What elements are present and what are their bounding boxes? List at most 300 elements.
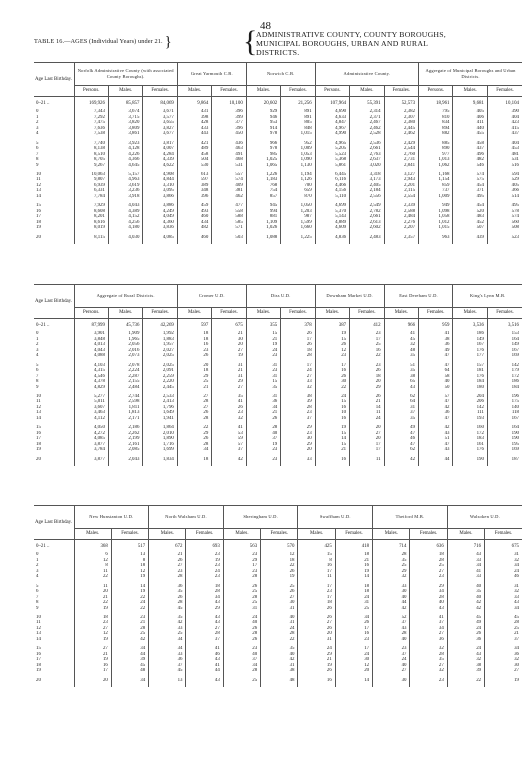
value-cell: 3,817	[143, 141, 177, 146]
value-cell: 46	[186, 652, 223, 657]
value-cell: 30	[315, 379, 349, 384]
value-cell: 28	[186, 631, 223, 636]
value-cell: 31	[261, 663, 298, 668]
value-cell: 32	[485, 657, 522, 662]
group-header: Swaffham U.D.	[298, 506, 373, 529]
value-cell: 153	[487, 331, 522, 336]
value-cell: 1,058	[419, 214, 453, 219]
value-cell: 2,056	[108, 342, 142, 347]
value-cell: 409	[212, 183, 246, 188]
value-cell: 458	[177, 152, 211, 157]
value-cell: 2,224	[108, 368, 142, 373]
age-cell: 3	[36, 125, 39, 131]
age-cell: 7	[36, 373, 39, 379]
value-cell: 28	[410, 652, 447, 657]
value-cell: 23	[149, 569, 186, 574]
value-cell: 482	[453, 157, 487, 162]
value-cell: 9,864	[177, 97, 211, 110]
age-cell: 19	[36, 225, 41, 231]
value-cell: 28	[281, 405, 315, 410]
value-cell: 35	[384, 353, 418, 358]
age-cell: 6	[36, 368, 39, 374]
value-cell: 36	[419, 410, 453, 415]
value-cell: 190	[453, 457, 487, 466]
value-cell: 43	[384, 385, 418, 390]
column-header: Males.	[298, 529, 335, 540]
value-cell: 481	[487, 152, 522, 157]
value-cell: 34	[223, 663, 260, 668]
value-cell: 2,602	[350, 225, 384, 230]
value-cell: 4,112	[74, 416, 108, 421]
group-header: King's Lynn M.B.	[453, 285, 522, 308]
value-cell: 3,877	[74, 457, 108, 466]
value-cell: 26	[223, 584, 260, 589]
value-cell: 12	[111, 569, 148, 574]
value-cell: 38	[384, 374, 418, 379]
value-cell: 452	[453, 220, 487, 225]
value-cell: 193	[453, 416, 487, 421]
value-cell: 966	[384, 319, 418, 332]
value-cell: 914	[246, 126, 280, 131]
value-cell: 563	[223, 540, 260, 553]
value-cell: 42	[111, 637, 148, 642]
value-cell: 4,030	[108, 235, 142, 244]
value-cell: 16	[298, 563, 335, 568]
value-cell: 16	[74, 663, 111, 668]
age-cell: 5	[36, 362, 39, 368]
value-cell: 18	[298, 600, 335, 605]
value-cell: 7,740	[74, 141, 108, 146]
value-cell: 38	[281, 394, 315, 399]
value-cell: 21	[246, 337, 280, 342]
value-cell: 531	[212, 163, 246, 168]
age-cell: 4	[36, 574, 39, 580]
value-cell: 42	[384, 457, 418, 466]
value-cell: 443	[177, 131, 211, 136]
value-cell: 28	[373, 552, 410, 557]
value-cell: 493	[177, 209, 211, 214]
value-cell: 24	[315, 394, 349, 399]
value-cell: 29	[350, 385, 384, 390]
value-cell: 482	[177, 225, 211, 230]
value-cell: 23	[186, 574, 223, 579]
value-cell: 35	[373, 558, 410, 563]
value-cell: 2,598	[108, 399, 142, 404]
value-cell: 29	[177, 374, 211, 379]
value-cell: 38	[447, 663, 484, 668]
value-cell: 41	[212, 425, 246, 430]
group-header: Diss U.D.	[246, 285, 315, 308]
value-cell: 31	[384, 405, 418, 410]
value-cell: 35	[447, 589, 484, 594]
value-cell: 27	[261, 595, 298, 600]
value-cell: 2,841	[384, 163, 418, 168]
value-cell: 32	[485, 558, 522, 563]
value-cell: 37	[384, 410, 418, 415]
value-cell: 2,731	[384, 157, 418, 162]
value-cell: 23	[246, 457, 280, 466]
value-cell: 28	[223, 574, 260, 579]
value-cell: 5,205	[315, 146, 349, 151]
value-cell: 454	[453, 203, 487, 208]
value-cell: 26	[223, 626, 260, 631]
value-cell: 2,549	[350, 203, 384, 208]
value-cell: 23	[335, 637, 372, 642]
value-cell: 19	[212, 353, 246, 358]
value-cell: 28	[223, 668, 260, 673]
brace-icon: {	[243, 25, 258, 58]
value-cell: 2,161	[108, 442, 142, 447]
value-cell: 4,990	[315, 131, 349, 136]
value-cell: 44	[419, 457, 453, 466]
value-cell: 514	[487, 194, 522, 199]
value-cell: 45,736	[108, 319, 142, 332]
value-cell: 381	[212, 188, 246, 193]
value-cell: 4,466	[315, 183, 349, 188]
value-cell: 18	[177, 331, 211, 336]
value-cell: 404	[487, 141, 522, 146]
table-row	[34, 457, 522, 466]
value-cell: 23	[223, 552, 260, 557]
value-cell: 504	[177, 157, 211, 162]
value-cell: 848	[281, 126, 315, 131]
value-cell: 1,009	[281, 146, 315, 151]
age-cell: 9	[36, 384, 39, 390]
value-cell: 2,184	[350, 188, 384, 193]
value-cell: 18	[335, 584, 372, 589]
value-cell: 25	[223, 600, 260, 605]
value-cell: 24	[281, 368, 315, 373]
value-cell: 672	[149, 540, 186, 553]
value-cell: 7,343	[74, 109, 108, 114]
value-cell: 1,649	[143, 410, 177, 415]
value-cell: 22	[177, 425, 211, 430]
value-cell: 48	[384, 348, 418, 353]
value-cell: 28	[410, 558, 447, 563]
value-cell: 35	[246, 385, 280, 390]
value-cell: 6,445	[315, 172, 349, 177]
column-header: Persons.	[315, 86, 349, 97]
value-cell: 19	[74, 657, 111, 662]
total-row	[34, 540, 522, 553]
value-cell: 40	[223, 620, 260, 625]
value-cell: 2,276	[384, 220, 418, 225]
value-cell: 433	[177, 126, 211, 131]
value-cell: 42	[447, 600, 484, 605]
age-cell: 1	[36, 336, 39, 342]
value-cell: 43	[419, 431, 453, 436]
value-cell: 10	[315, 410, 349, 415]
value-cell: 404	[487, 115, 522, 120]
value-cell: 62	[384, 394, 418, 399]
value-cell: 3,877	[74, 442, 108, 447]
value-cell: 21	[74, 652, 111, 657]
value-cell: 406	[453, 115, 487, 120]
value-cell: 3,784	[74, 447, 108, 452]
value-cell: 20	[74, 678, 111, 687]
value-cell: 405	[487, 183, 522, 188]
value-cell: 14	[335, 574, 372, 579]
value-cell: 35	[384, 416, 418, 421]
value-cell: 28	[186, 589, 223, 594]
age-last-birthday-header: Age Last Birthday.	[34, 506, 74, 540]
age-cell: 12	[36, 182, 41, 188]
value-cell: 523	[487, 235, 522, 244]
value-cell: 387	[315, 319, 349, 332]
value-cell: 495	[453, 194, 487, 199]
value-cell: 26	[149, 558, 186, 563]
value-cell: 399	[212, 115, 246, 120]
value-cell: 16	[315, 416, 349, 421]
value-cell: 37	[212, 447, 246, 452]
value-cell: 13	[149, 678, 186, 687]
value-cell: 959	[419, 319, 453, 332]
value-cell: 585	[212, 220, 246, 225]
value-cell: 16	[315, 368, 349, 373]
value-cell: 26	[281, 331, 315, 336]
value-cell: 398	[177, 115, 211, 120]
value-cell: 3,516	[487, 319, 522, 332]
value-cell: 37	[186, 637, 223, 642]
value-cell: 23	[186, 552, 223, 557]
value-cell: 40	[223, 652, 260, 657]
value-cell: 206	[453, 399, 487, 404]
value-cell: 20	[177, 363, 211, 368]
value-cell: 355	[246, 319, 280, 332]
value-cell: 140	[487, 405, 522, 410]
value-cell: 7,784	[74, 194, 108, 199]
value-cell: 3,236	[108, 188, 142, 193]
value-cell: 1,226	[246, 172, 280, 177]
value-cell: 31	[246, 394, 280, 399]
value-cell: 2,201	[384, 183, 418, 188]
value-cell: 2,782	[350, 209, 384, 214]
value-cell: 834	[419, 120, 453, 125]
value-cell: 26	[298, 668, 335, 673]
value-cell: 18	[177, 337, 211, 342]
value-cell: 3,310	[143, 183, 177, 188]
value-cell: 468	[212, 157, 246, 162]
heading-line: DISTRICTS.	[256, 48, 300, 57]
value-cell: 12	[335, 663, 372, 668]
value-cell: 43	[186, 600, 223, 605]
age-cell: 8	[36, 379, 39, 385]
value-cell: 34	[410, 626, 447, 631]
value-cell: 32	[410, 668, 447, 673]
value-cell: 24	[350, 416, 384, 421]
value-cell: 30	[373, 589, 410, 594]
value-cell: 508	[487, 225, 522, 230]
value-cell: 16	[177, 342, 211, 347]
value-cell: 4,050	[74, 425, 108, 430]
value-cell: 26	[177, 353, 211, 358]
value-cell: 18	[335, 552, 372, 557]
value-cell: 22	[74, 574, 111, 579]
age-cell: 7	[36, 594, 39, 600]
column-header: Females.	[281, 308, 315, 319]
value-cell: 30	[212, 337, 246, 342]
value-cell: 36	[246, 399, 280, 404]
value-cell: 2,661	[350, 146, 384, 151]
column-header: Females.	[335, 529, 372, 540]
value-cell: 30	[485, 663, 522, 668]
value-cell: 40	[373, 637, 410, 642]
value-cell: 8,201	[74, 214, 108, 219]
value-cell: 885	[419, 141, 453, 146]
value-cell: 44	[186, 668, 223, 673]
value-cell: 4,844	[143, 177, 177, 182]
value-cell: 27	[298, 620, 335, 625]
value-cell: 675	[212, 319, 246, 332]
value-cell: 5,861	[315, 163, 349, 168]
value-cell: 41	[410, 615, 447, 620]
value-cell: 21	[485, 631, 522, 636]
value-cell: 42	[212, 457, 246, 466]
value-cell: 23	[281, 410, 315, 415]
value-cell: 2,199	[108, 436, 142, 441]
group-header: Great Yarmouth C.B.	[177, 63, 246, 86]
column-header: Males.	[447, 529, 484, 540]
value-cell: 2,483	[350, 235, 384, 244]
value-cell: 17	[298, 595, 335, 600]
value-cell: 18	[261, 558, 298, 563]
value-cell: 23	[246, 353, 280, 358]
value-cell: 378	[281, 319, 315, 332]
value-cell: 29	[223, 558, 260, 563]
value-cell: 890	[419, 146, 453, 151]
value-cell: 40	[261, 615, 298, 620]
value-cell: 2,637	[350, 157, 384, 162]
value-cell: 23	[111, 615, 148, 620]
value-cell: 1,062	[419, 163, 453, 168]
value-cell: 47	[419, 416, 453, 421]
value-cell: 27	[410, 569, 447, 574]
value-cell: 169,926	[74, 97, 108, 110]
value-cell: 87,999	[74, 319, 108, 332]
value-cell: 27	[212, 385, 246, 390]
value-cell: 1,909	[108, 331, 142, 336]
age-cell: 18	[36, 441, 41, 447]
value-cell: 366	[487, 188, 522, 193]
value-cell: 32	[410, 646, 447, 651]
value-cell: 19	[261, 574, 298, 579]
value-cell: 26	[350, 368, 384, 373]
value-cell: 172	[487, 374, 522, 379]
column-header: Females.	[419, 308, 453, 319]
value-cell: 18	[74, 615, 111, 620]
value-cell: 43	[447, 652, 484, 657]
total-row	[34, 319, 522, 332]
value-cell: 985	[246, 152, 280, 157]
value-cell: 15	[315, 337, 349, 342]
value-cell: 3,820	[108, 120, 142, 125]
age-cell: 16	[36, 208, 41, 214]
value-cell: 28	[223, 631, 260, 636]
value-cell: 176	[453, 447, 487, 452]
value-cell: 882	[419, 131, 453, 136]
value-cell: 754	[246, 188, 280, 193]
value-cell: 454	[453, 183, 487, 188]
value-cell: 2,536	[350, 141, 384, 146]
value-cell: 4,007	[143, 146, 177, 151]
value-cell: 51	[419, 436, 453, 441]
age-cell: 0–21 ..	[36, 544, 50, 549]
brace-icon: }	[164, 34, 172, 50]
value-cell: 2,025	[143, 363, 177, 368]
value-cell: 2,043	[108, 457, 142, 466]
value-cell: 118	[487, 410, 522, 415]
value-cell: 22	[315, 385, 349, 390]
age-cell: 0–21 ..	[36, 323, 50, 328]
value-cell: 3,848	[74, 337, 108, 342]
value-cell: 437	[487, 131, 522, 136]
value-cell: 41	[384, 331, 418, 336]
value-cell: 17	[74, 668, 111, 673]
value-cell: 520	[453, 209, 487, 214]
age-cell: 8	[36, 600, 39, 606]
column-header: Females.	[111, 529, 148, 540]
group-header: Thetford M.B.	[373, 506, 448, 529]
value-cell: 1,130	[281, 163, 315, 168]
value-cell: 16	[298, 678, 335, 687]
value-cell: 10,100	[212, 97, 246, 110]
value-cell: 405	[453, 109, 487, 114]
value-cell: 23	[223, 646, 260, 651]
value-cell: 27	[149, 563, 186, 568]
value-cell: 1,225	[281, 235, 315, 244]
age-cell: 0	[36, 109, 39, 115]
value-cell: 4,963	[108, 177, 142, 182]
value-cell: 40	[261, 652, 298, 657]
value-cell: 28	[485, 620, 522, 625]
value-cell: 37	[246, 436, 280, 441]
value-cell: 41	[186, 663, 223, 668]
value-cell: 42	[373, 606, 410, 611]
value-cell: 613	[177, 172, 211, 177]
value-cell: 737	[419, 188, 453, 193]
value-cell: 3,619	[108, 183, 142, 188]
value-cell: 3,318	[350, 172, 384, 177]
value-cell: 891	[281, 109, 315, 114]
value-cell: 3,809	[108, 126, 142, 131]
value-cell: 1,025	[246, 157, 280, 162]
value-cell: 19	[186, 558, 223, 563]
value-cell: 4,085	[143, 235, 177, 244]
column-header: Males.	[315, 308, 349, 319]
value-cell: 19	[335, 569, 372, 574]
value-cell: 41	[419, 331, 453, 336]
value-cell: 516	[487, 163, 522, 168]
age-cell: 4	[36, 131, 39, 137]
value-cell: 32	[485, 589, 522, 594]
table-row	[34, 678, 522, 687]
value-cell: 157	[453, 363, 487, 368]
column-header: Males.	[149, 529, 186, 540]
value-cell: 49	[384, 425, 418, 430]
value-cell: 40	[419, 379, 453, 384]
value-cell: 1,012	[419, 220, 453, 225]
value-cell: 348	[177, 188, 211, 193]
value-cell: 17	[298, 569, 335, 574]
value-cell: 23	[246, 368, 280, 373]
value-cell: 27	[410, 663, 447, 668]
value-cell: 31	[212, 374, 246, 379]
age-cell: 0	[36, 552, 39, 558]
value-cell: 5,011	[74, 399, 108, 404]
value-cell: 47	[384, 442, 418, 447]
group-header: Administrative County.	[315, 63, 418, 86]
age-cell: 19	[36, 447, 41, 453]
